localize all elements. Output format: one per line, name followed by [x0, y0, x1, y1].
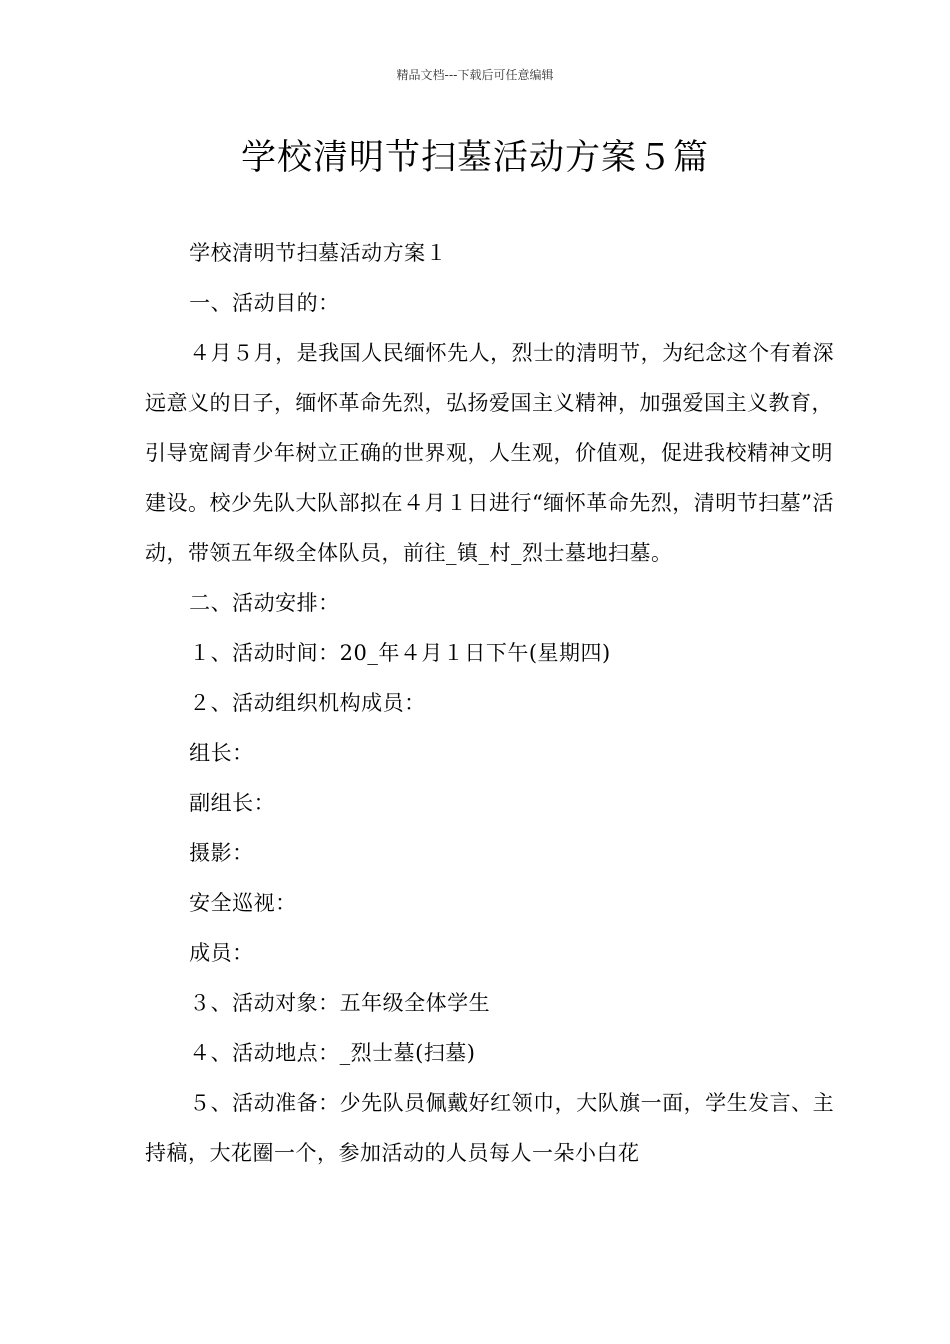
header-note: 精品文档---下载后可任意编辑 [396, 68, 554, 82]
list-item-location: ４、活动地点：_烈士墓(扫墓) [189, 1041, 476, 1065]
list-item-participants: ３、活动对象：五年级全体学生 [189, 991, 491, 1015]
list-item-safety-patrol: 安全巡视： [189, 891, 297, 915]
list-item-deputy-leader: 副组长： [189, 791, 276, 815]
section-heading-arrangement: 二、活动安排： [189, 591, 340, 615]
list-item-organization: ２、活动组织机构成员： [189, 691, 426, 715]
list-item-photography: 摄影： [189, 841, 254, 865]
section-heading-purpose: 一、活动目的： [189, 291, 340, 315]
list-item-leader: 组长： [189, 741, 254, 765]
list-item-time: １、活动时间：20_年４月１日下午(星期四) [189, 641, 611, 665]
list-item-preparation: ５、活动准备：少先队员佩戴好红领巾，大队旗一面，学生发言、主持稿，大花圈一个，参加活动的人员每人一朵小白花 [145, 1091, 835, 1165]
paragraph-purpose: ４月５月，是我国人民缅怀先人，烈士的清明节，为纪念这个有着深远意义的日子，缅怀革命先烈，弘扬爱国主义精神，加强爱国主义教育，引导宽阔青少年树立正确的世界观，人生观，价值观，促进我校精神文明建设。校少先队大队部拟在４月１日进行“缅怀革命先烈，清明节扫墓”活动，带领五年级全体队员，前往_镇_村_烈士墓地扫墓。 [145, 341, 835, 565]
document-title: 学校清明节扫墓活动方案５篇 [240, 138, 709, 178]
document-body [145, 228, 835, 1178]
section-heading-plan-1: 学校清明节扫墓活动方案１ [189, 241, 448, 265]
list-item-members: 成员： [189, 941, 254, 965]
